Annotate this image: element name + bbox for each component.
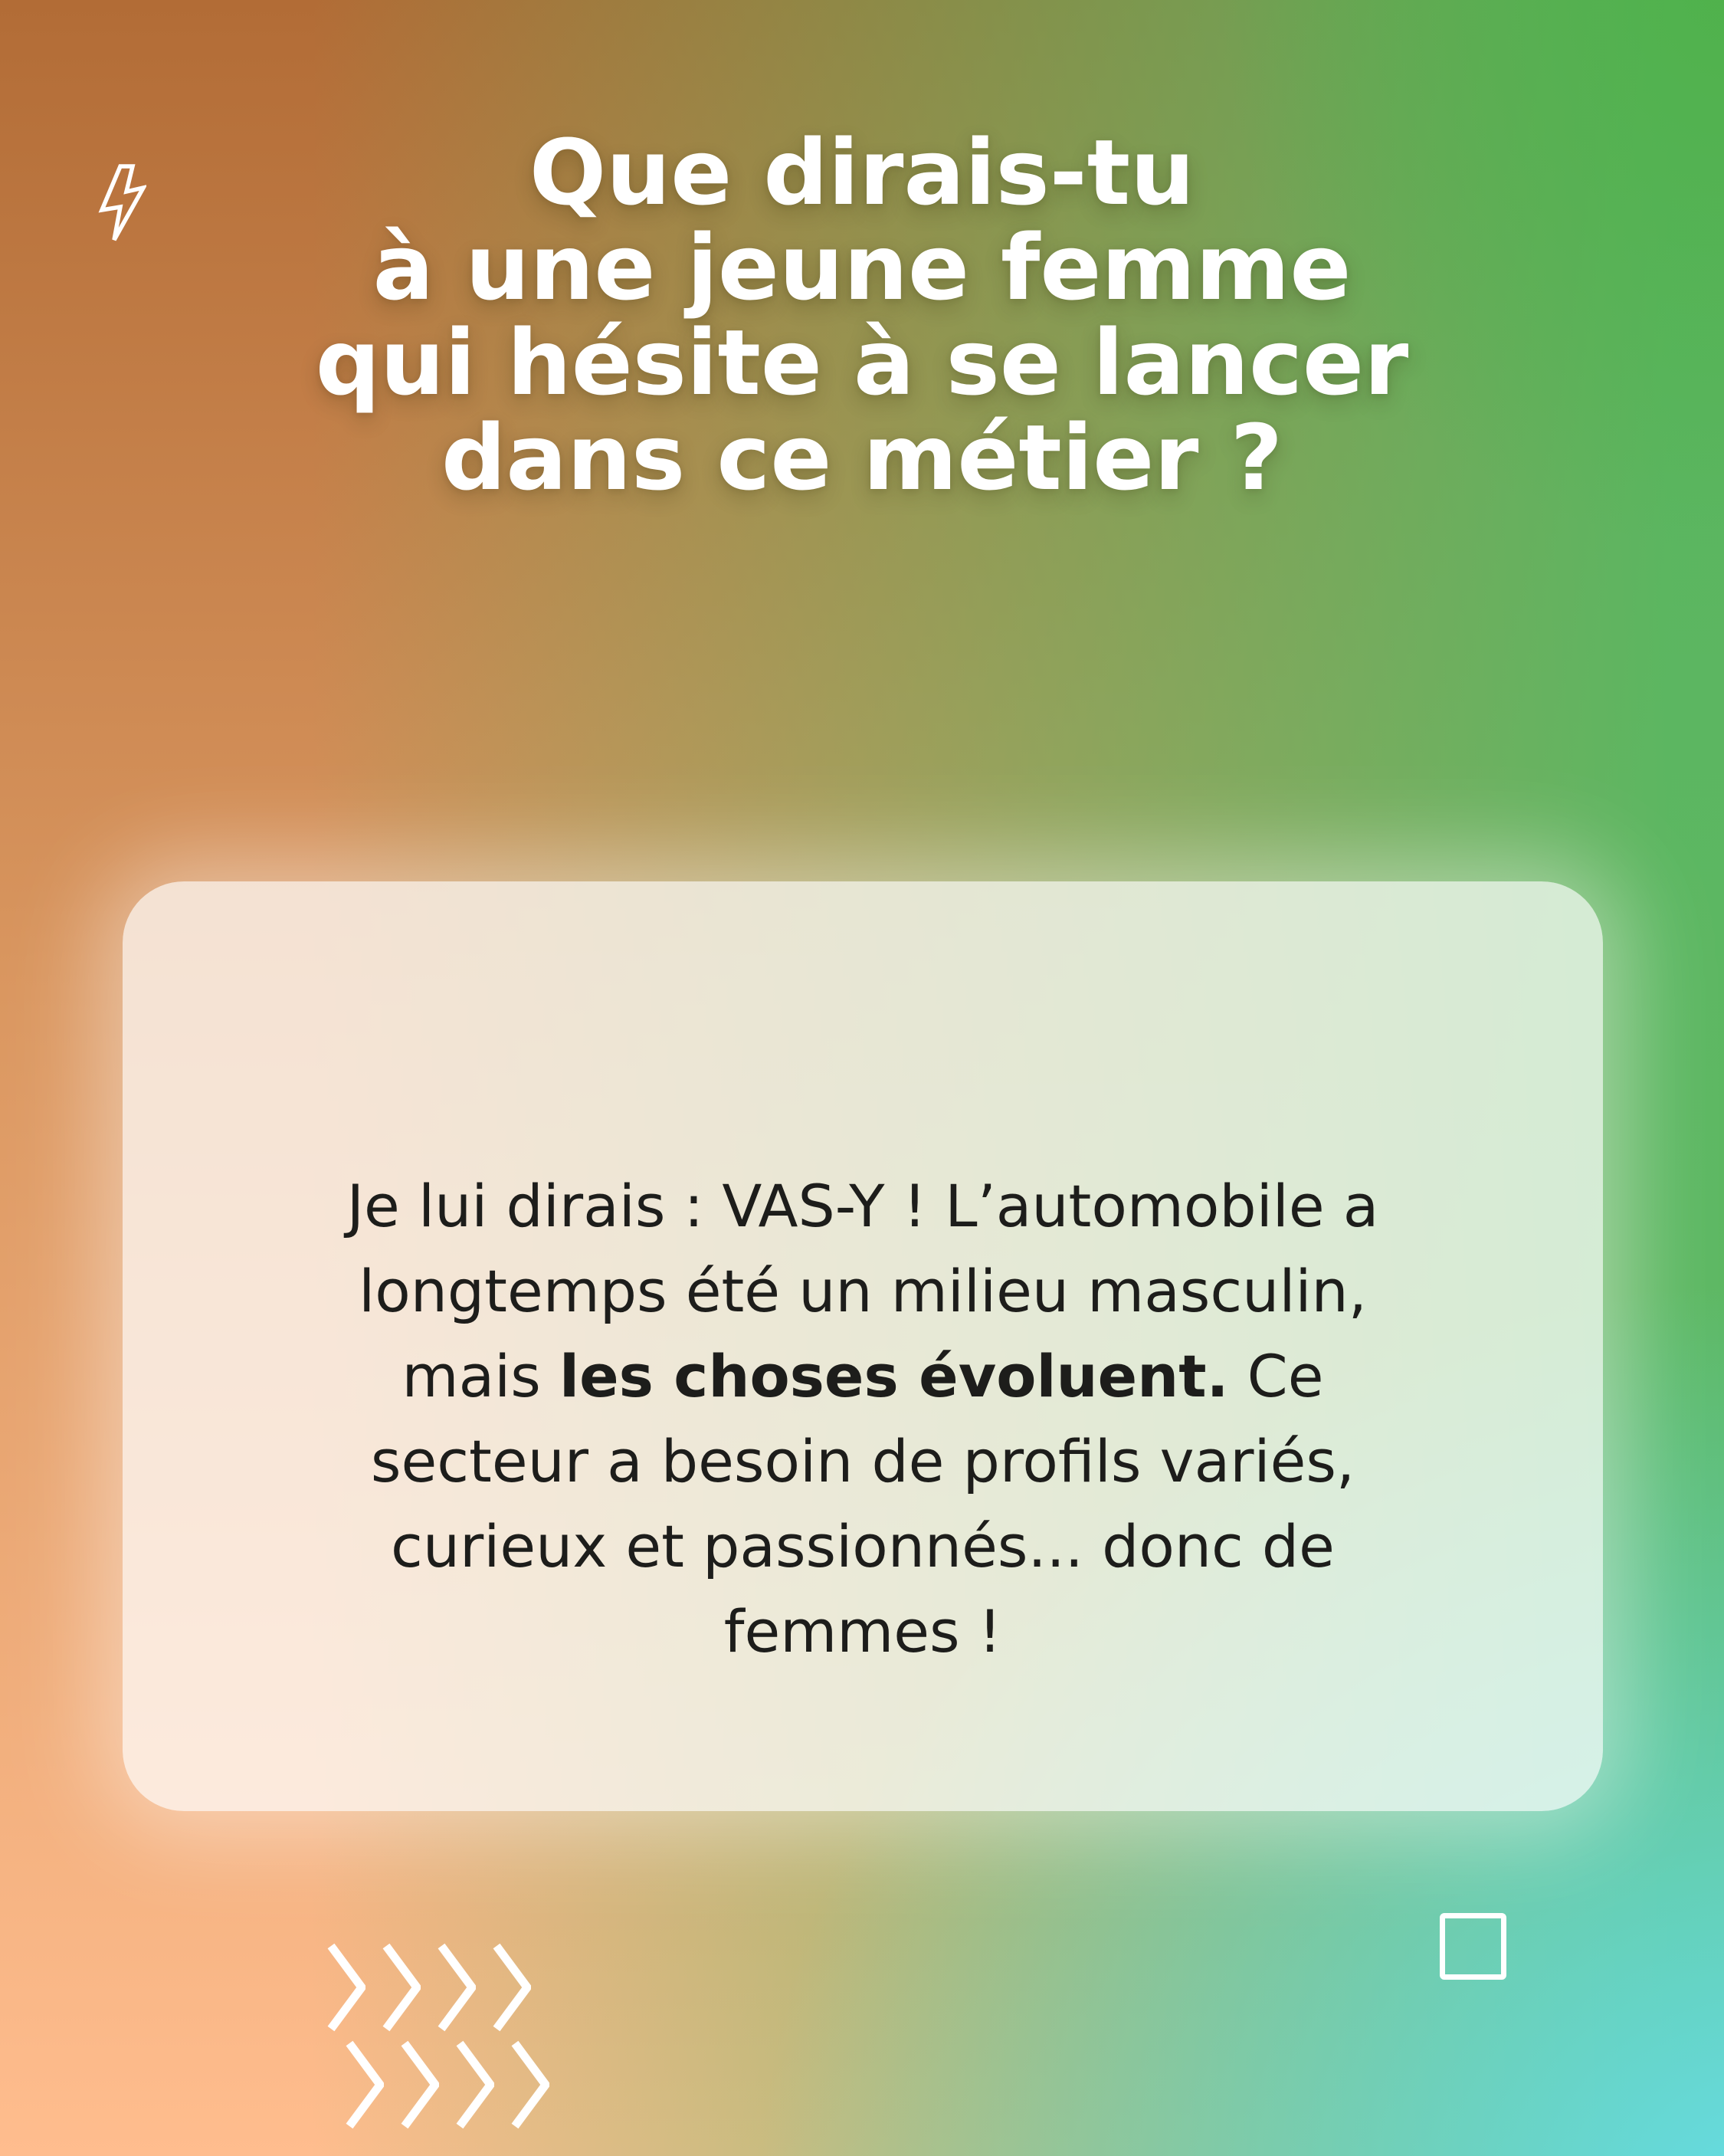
- chevron-right-icon: [382, 1943, 421, 2032]
- answer-text-regular-2: Ce secteur a besoin de profils variés, curieux et passionnés... donc de femmes !: [370, 1342, 1355, 1665]
- heading-line-1: Que dirais-tu: [529, 120, 1195, 225]
- answer-text: [288, 1163, 1437, 1674]
- chevron-right-icon: [438, 1943, 476, 2032]
- chevron-right-icon: [456, 2040, 494, 2129]
- answer-text-bold: les choses évoluent.: [559, 1342, 1229, 1410]
- question-heading: [0, 120, 1724, 510]
- chevron-right-icon: [346, 2040, 384, 2129]
- chevron-decoration-row-2: [346, 2040, 549, 2129]
- chevron-right-icon: [401, 2040, 439, 2129]
- heading-line-2: à une jeune femme: [372, 215, 1352, 320]
- chevron-decoration-row-1: [327, 1943, 531, 2032]
- heading-line-4: dans ce métier ?: [441, 405, 1283, 510]
- chevron-right-icon: [493, 1943, 531, 2032]
- square-outline-icon: [1440, 1913, 1506, 1980]
- chevron-right-icon: [511, 2040, 549, 2129]
- chevron-right-icon: [327, 1943, 365, 2032]
- heading-line-3: qui hésite à se lancer: [315, 310, 1409, 415]
- answer-card: [123, 881, 1603, 1811]
- answer-text-regular: Je lui dirais : VAS-Y ! L’automobile a longtemps été un milieu masculin, mais: [346, 1172, 1379, 1410]
